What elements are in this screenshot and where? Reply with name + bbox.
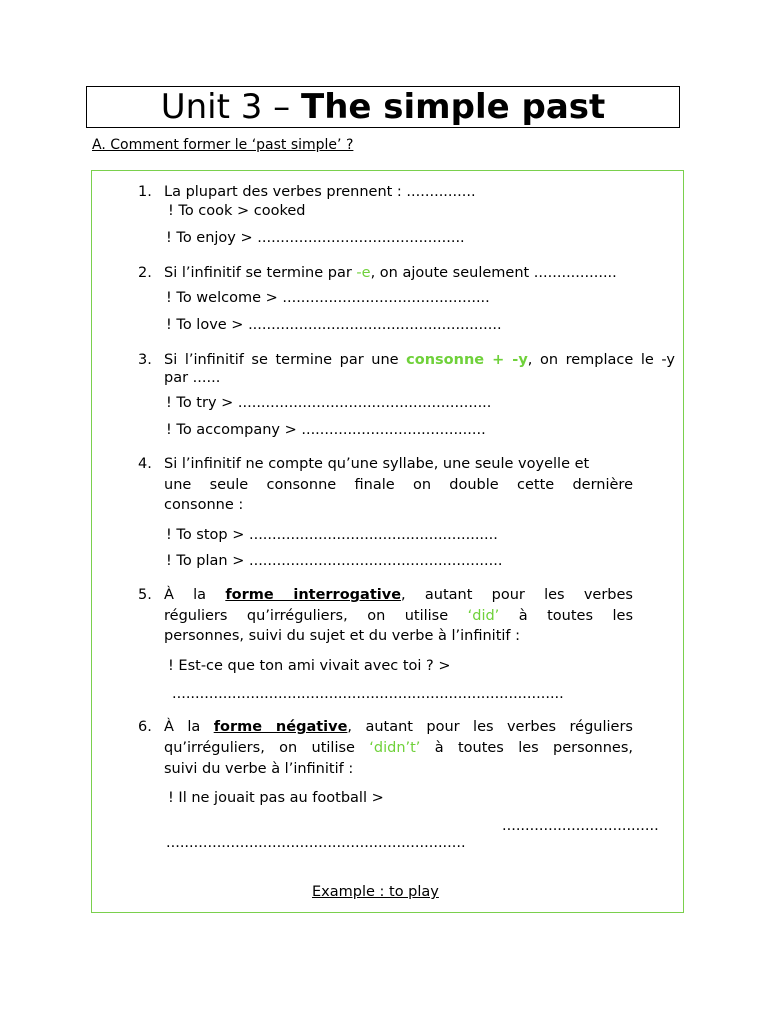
item-text <box>164 265 617 281</box>
section-heading-a: A. Comment former le ‘past simple’ ? <box>92 137 354 153</box>
item-text: personnes, suivi du sujet et du verbe à l’infinitif : <box>164 628 521 644</box>
title-box <box>86 86 680 128</box>
example-footer: Example : to play <box>312 884 439 900</box>
example-line: ! Il ne jouait pas au football > <box>168 790 384 806</box>
item-text: La plupart des verbes prennent : ............... <box>164 184 476 200</box>
emphasis-text: forme négative <box>213 719 348 735</box>
highlight-text: -e <box>356 265 371 281</box>
answer-line: .................................. <box>502 818 659 834</box>
highlight-text: ‘didn’t’ <box>369 740 421 756</box>
text-part: Si l’infinitif se termine par <box>164 265 357 281</box>
title-prefix: Unit 3 – <box>160 87 301 127</box>
answer-line: ..................................................................................... <box>172 686 564 702</box>
text-part: À la <box>164 587 226 603</box>
page-title <box>87 87 679 127</box>
item-text <box>164 740 633 756</box>
item-text: suivi du verbe à l’infinitif : <box>164 761 354 777</box>
item-number: 3. <box>138 352 152 368</box>
item-text <box>164 608 633 624</box>
item-number: 2. <box>138 265 152 281</box>
text-part: à toutes les personnes, <box>420 740 633 756</box>
text-part: À la <box>164 719 214 735</box>
item-number: 5. <box>138 587 152 603</box>
item-number: 6. <box>138 719 152 735</box>
answer-line: ................................................................. <box>166 835 466 851</box>
example-line: ! To try > ....................................................... <box>166 395 492 411</box>
example-line: ! To love > ....................................................... <box>166 317 502 333</box>
item-text <box>164 719 633 735</box>
item-number: 4. <box>138 456 152 472</box>
example-line: ! To accompany > ........................................ <box>166 422 486 438</box>
text-part: réguliers qu’irréguliers, on utilise <box>164 608 468 624</box>
text-part: , on remplace le -y <box>527 352 675 368</box>
emphasis-text: forme interrogative <box>225 587 402 603</box>
example-line: ! To enjoy > ............................................. <box>166 230 465 246</box>
text-part: Si l’infinitif se termine par une <box>164 352 407 368</box>
text-part: , on ajoute seulement .................. <box>370 265 617 281</box>
item-text: par ...... <box>164 370 221 386</box>
example-line: ! To plan > ....................................................... <box>166 553 503 569</box>
item-text: consonne : <box>164 497 244 513</box>
highlight-text: consonne + -y <box>406 352 528 368</box>
example-line: ! To stop > ...................................................... <box>166 527 498 543</box>
example-line: ! Est-ce que ton ami vivait avec toi ? > <box>168 658 451 674</box>
item-text: une seule consonne finale on double cette dernière <box>164 477 633 493</box>
text-part: , autant pour les verbes réguliers <box>347 719 633 735</box>
text-part: , autant pour les verbes <box>401 587 633 603</box>
example-line: ! To welcome > ............................................. <box>166 290 490 306</box>
item-text: Si l’infinitif ne compte qu’une syllabe, une seule voyelle et <box>164 456 590 472</box>
title-bold: The simple past <box>301 87 606 127</box>
item-text <box>164 352 675 368</box>
item-text <box>164 587 633 603</box>
highlight-text: ‘did’ <box>467 608 500 624</box>
text-part: qu’irréguliers, on utilise <box>164 740 370 756</box>
example-line: ! To cook > cooked <box>168 203 306 219</box>
item-number: 1. <box>138 184 152 200</box>
text-part: à toutes les <box>499 608 634 624</box>
